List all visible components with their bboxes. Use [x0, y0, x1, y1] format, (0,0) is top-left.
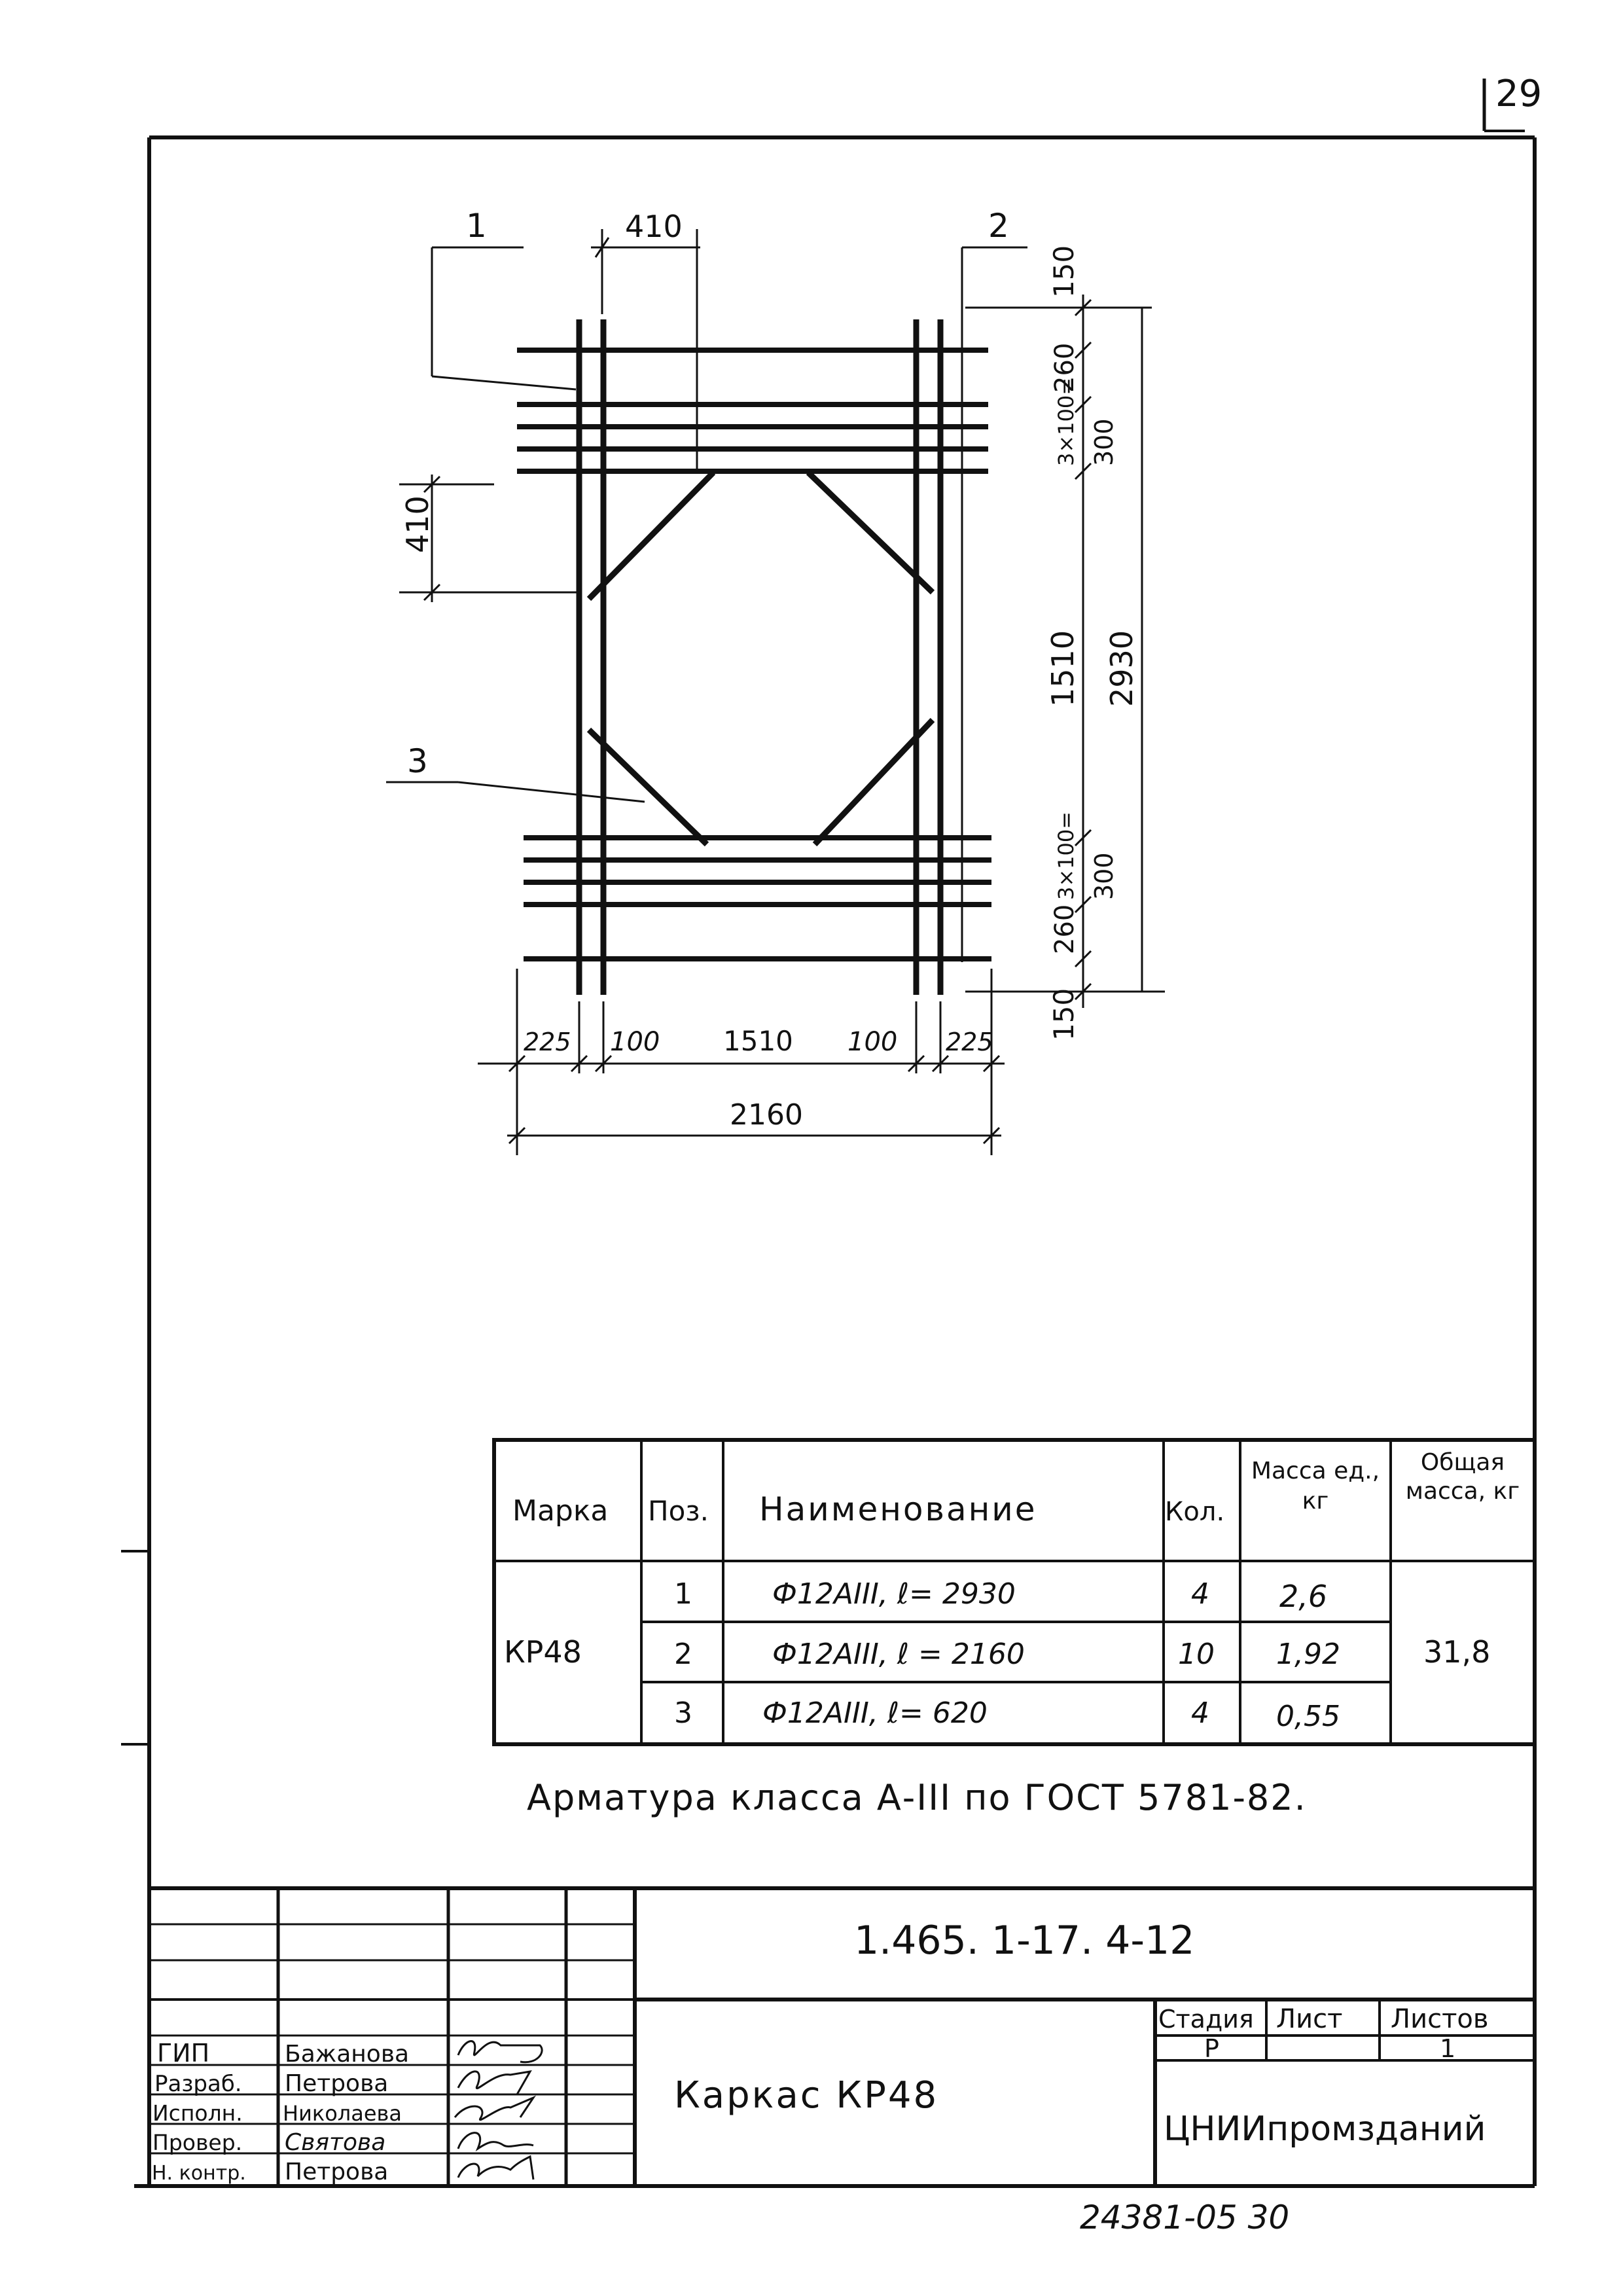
dim-b-100-right: 100: [847, 1027, 898, 1057]
th-pos: Поз.: [648, 1495, 709, 1527]
callout-2: [962, 247, 1027, 962]
callout-1: [432, 247, 576, 389]
role-1: ГИП: [157, 2039, 210, 2068]
dim-b-225-left: 225: [524, 1028, 571, 1056]
dim-r-3x100-top: 3×100=: [1054, 377, 1079, 466]
dim-b-225-right: 225: [946, 1028, 993, 1056]
row3-pos: 3: [674, 1696, 692, 1730]
name-2: Петрова: [285, 2070, 389, 2097]
cell-mark: КР48: [504, 1634, 582, 1670]
dim-r-150-top: 150: [1048, 245, 1080, 298]
th-name: Наименование: [759, 1490, 1037, 1528]
role-4: Провер.: [152, 2130, 243, 2155]
footer-code: 24381-05 30: [1080, 2198, 1290, 2236]
row2-pos: 2: [674, 1638, 692, 1671]
row1-name: Ф12АIII, ℓ= 2930: [772, 1577, 1016, 1611]
dim-r-3x100-bot: 3×100=: [1054, 811, 1079, 900]
dim-r-1510: 1510: [1045, 630, 1080, 707]
row3-qty: 4: [1191, 1696, 1209, 1730]
reinforcement-note: Арматура класса А-III по ГОСТ 5781-82.: [527, 1777, 1307, 1818]
name-3: Николаева: [283, 2101, 402, 2126]
sheet-frame: [121, 137, 1535, 2186]
sheets-value: 1: [1440, 2034, 1456, 2063]
row3-name: Ф12АIII, ℓ= 620: [762, 1696, 988, 1730]
th-unit-mass: Масса ед., кг: [1251, 1458, 1380, 1515]
row3-unit-mass: 0,55: [1276, 1700, 1340, 1733]
signatures: [455, 2041, 542, 2179]
th-total-mass: Общая масса, кг: [1405, 1449, 1520, 1505]
row2-name: Ф12АIII, ℓ = 2160: [772, 1638, 1025, 1671]
dim-r-260-top: 260: [1050, 342, 1080, 393]
dim-top-410-label: 410: [625, 209, 683, 244]
th-mark: Марка: [512, 1494, 609, 1528]
role-5: Н. контр.: [152, 2162, 246, 2185]
role-3: Исполн.: [152, 2100, 243, 2126]
role-2: Разраб.: [154, 2071, 242, 2097]
sheets-label: Листов: [1391, 2004, 1489, 2034]
name-5: Петрова: [285, 2159, 389, 2185]
callout-3-label: 3: [407, 742, 428, 780]
callout-1-label: 1: [466, 207, 487, 245]
cage-drawing: [386, 207, 1165, 1155]
dim-b-100-left: 100: [610, 1027, 660, 1057]
cell-total-mass: 31,8: [1423, 1634, 1491, 1670]
callout-2-label: 2: [988, 207, 1009, 245]
row2-unit-mass: 1,92: [1276, 1638, 1340, 1671]
dim-r-300-bot: 300: [1090, 852, 1118, 900]
diagonal-bars: [589, 473, 933, 844]
table-row: [674, 1577, 1327, 1614]
dim-r-2930: 2930: [1104, 630, 1139, 707]
dim-b-1510: 1510: [723, 1025, 793, 1057]
row1-qty: 4: [1191, 1577, 1209, 1611]
stage-label: Стадия: [1158, 2005, 1254, 2034]
dim-left-410-label: 410: [400, 495, 435, 553]
name-4: Святова: [285, 2129, 386, 2156]
organization: ЦНИИпромзданий: [1164, 2109, 1486, 2149]
row2-qty: 10: [1178, 1638, 1215, 1671]
longitudinal-bars: [579, 319, 940, 995]
drawing-title: Каркас КР48: [674, 2074, 939, 2117]
dim-r-260-bot: 260: [1050, 904, 1080, 954]
sheet-label: Лист: [1276, 2004, 1343, 2034]
name-1: Бажанова: [285, 2041, 410, 2068]
row1-pos: 1: [674, 1577, 692, 1611]
dim-b-2160: 2160: [730, 1098, 803, 1132]
designation: 1.465. 1-17. 4-12: [854, 1918, 1195, 1964]
dim-r-150-bot: 150: [1048, 988, 1080, 1041]
stage-value: Р: [1204, 2034, 1219, 2063]
dim-r-300-top: 300: [1090, 418, 1118, 466]
th-qty: Кол.: [1165, 1497, 1225, 1527]
sheet-number: 29: [1495, 73, 1543, 115]
transverse-bars: [517, 350, 991, 959]
row1-unit-mass: 2,6: [1279, 1579, 1328, 1614]
